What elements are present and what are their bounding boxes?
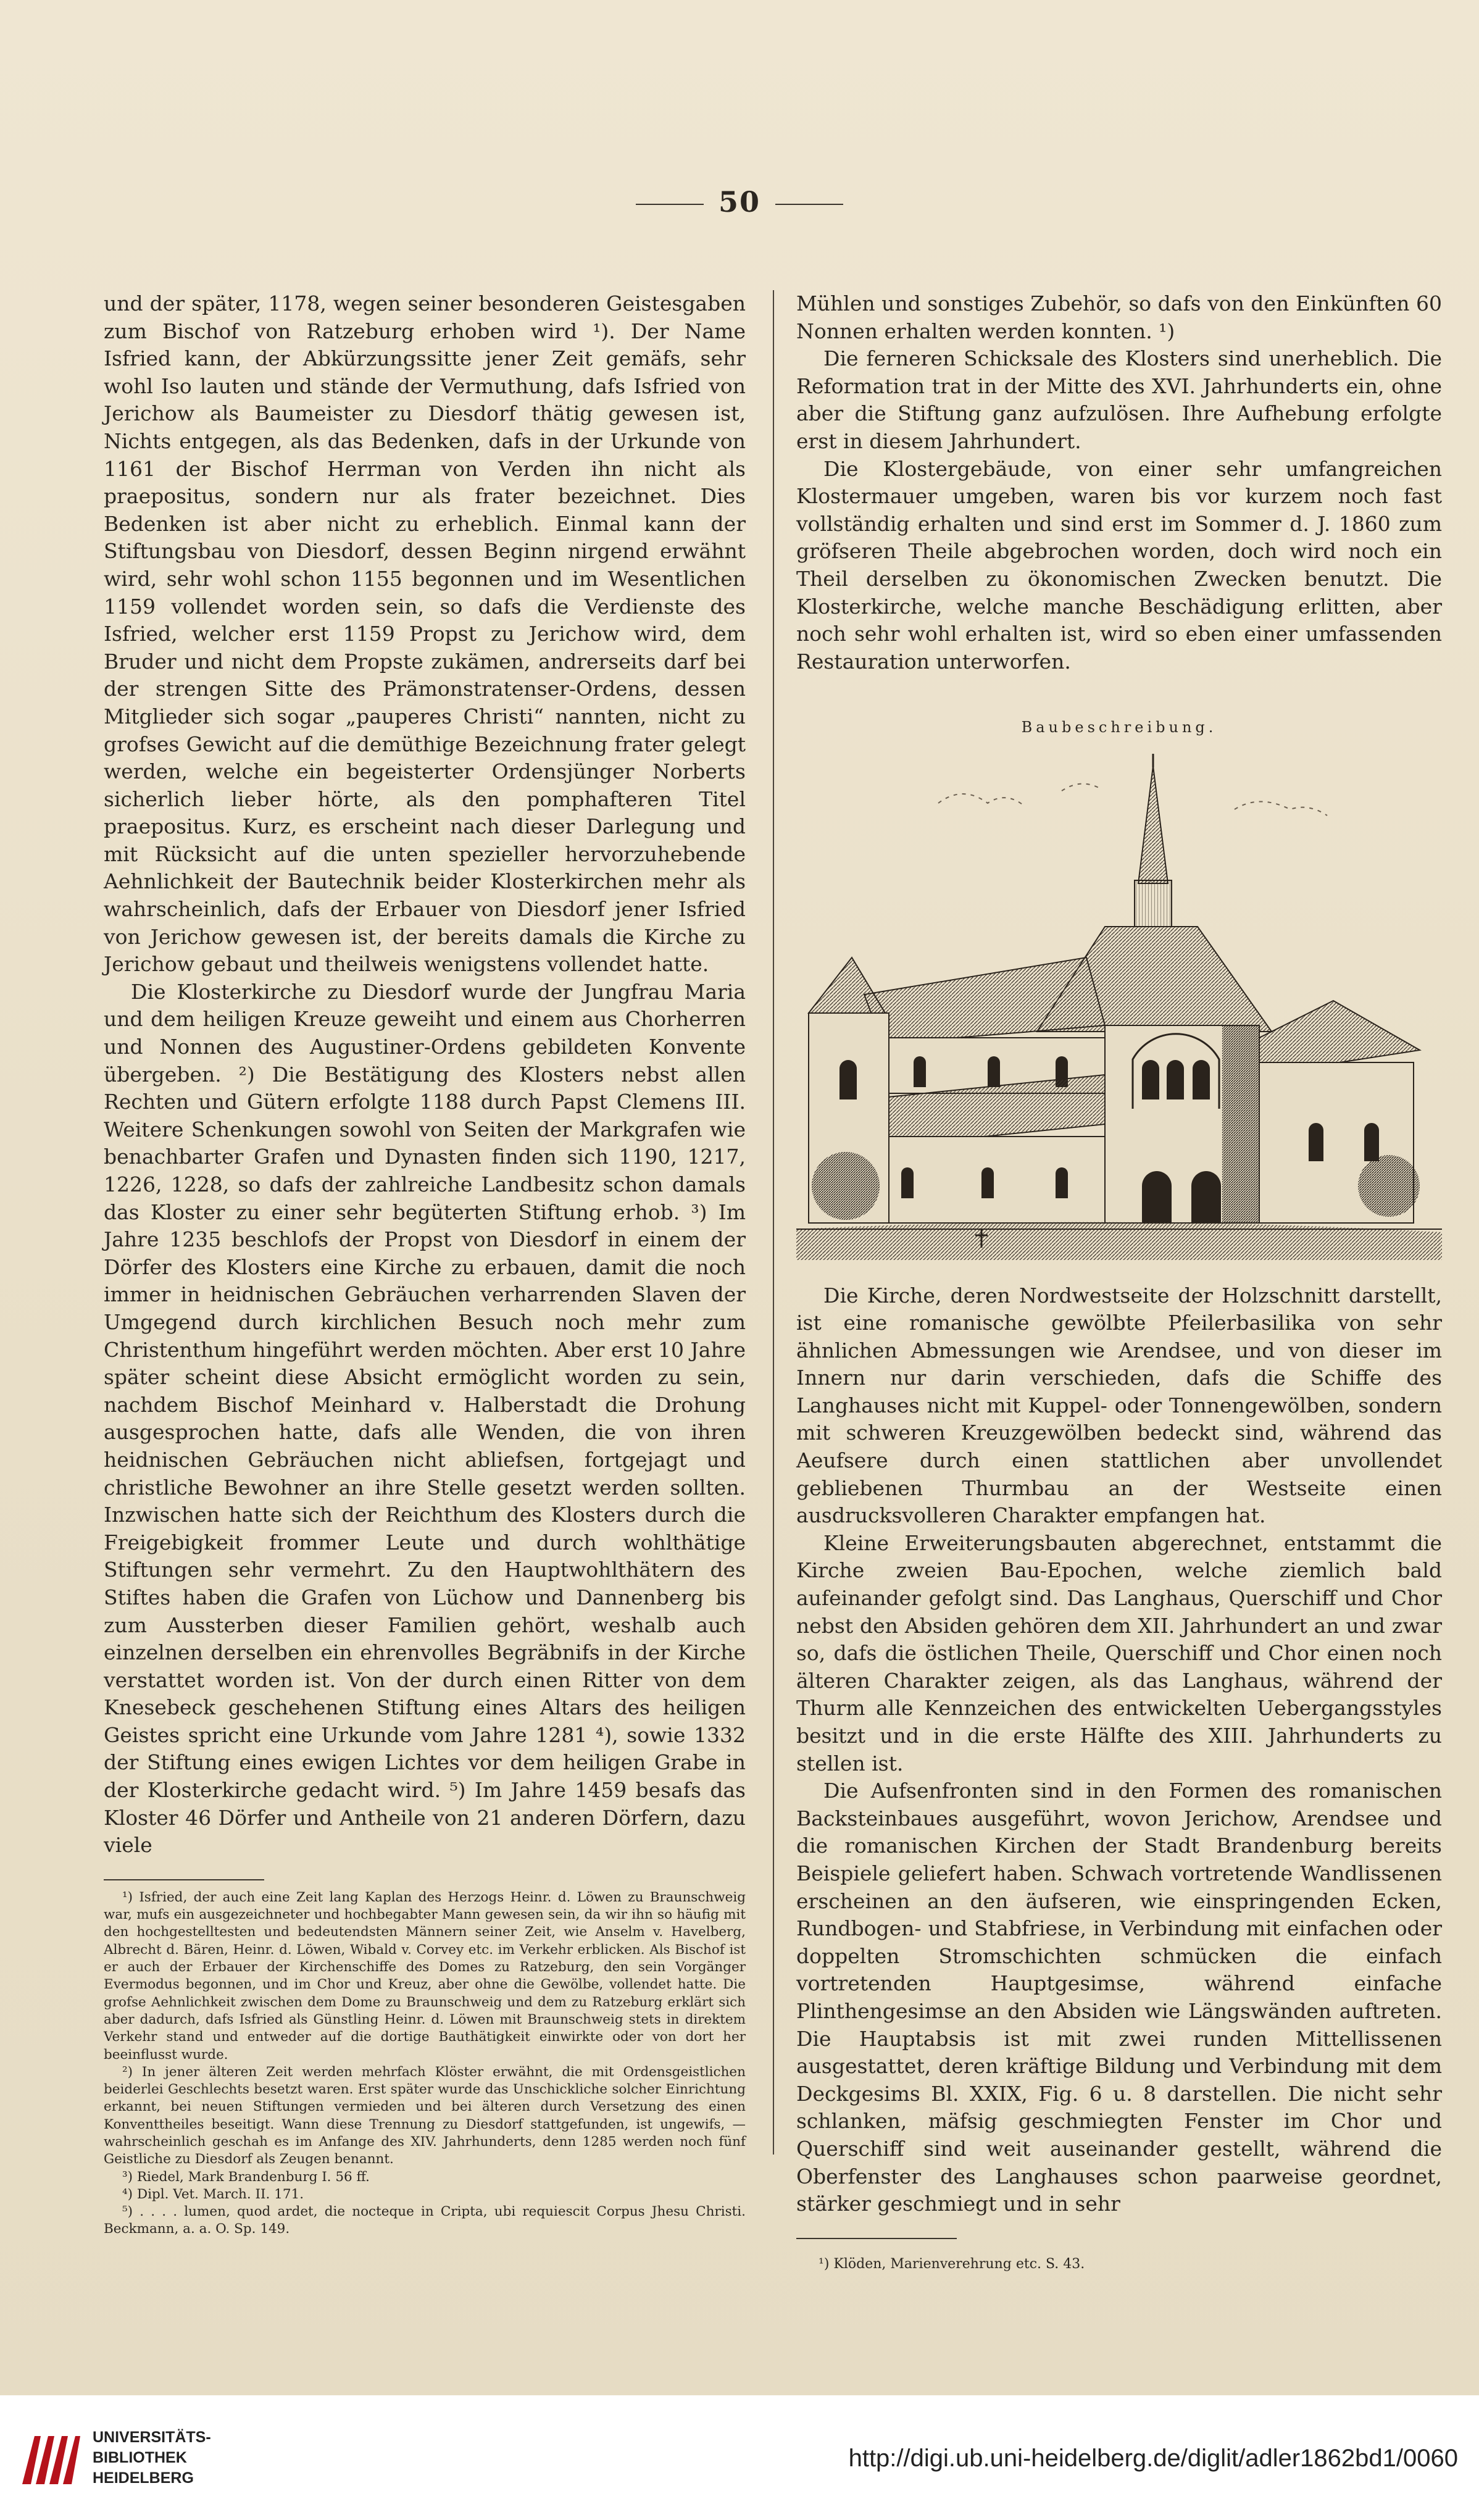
footnotes: [104, 1889, 746, 2238]
footnote: ⁵) . . . . lumen, quod ardet, die nocteque in Cripta, ubi requiescit Corpus Jhesu Christi. Beckmann, a. a. O. Sp. 149.: [104, 2204, 746, 2237]
library-name-line: BIBLIOTHEK: [93, 2449, 187, 2466]
body-paragraph: Die Kirche, deren Nordwestseite der Holzschnitt darstellt, ist eine romanische gewölbte Pfeilerbasilika von sehr ähnlichen Abmessungen wie Arendsee, und von dieser im Innern nur darin verschieden, dafs die Schiffe des Langhauses nicht mit Kuppel- oder Tonnengewölben, sondern mit schweren Kreuzgewölben bedeckt sind, während das Aeufsere durch einen stattlichen aber unvollendet gebliebenen Thurmbau an der Westseite einen ausdrucksvolleren Charakter empfangen hat.: [796, 1283, 1442, 1528]
body-paragraph: und der später, 1178, wegen seiner besonderen Geistesgaben zum Bischof von Ratzeburg erhoben wird ¹). Der Name Isfried kann, der Abkürzungssitte jener Zeit gemäfs, sehr wohl Iso lauten und stände der Vermuthung, dafs Isfried von Jerichow als Baumeister zu Diesdorf thätig gewesen ist, Nichts entgegen, als das Bedenken, dafs in der Urkunde von 1161 der Bischof Herrman von Verden ihn nicht als praepositus, sondern nur als frater bezeichnet. Dies Bedenken ist aber nicht zu erheblich. Einmal kann der Stiftungsbau von Diesdorf, dessen Beginn nirgend erwähnt wird, sehr wohl schon 1155 begonnen und im Wesentlichen 1159 vollendet worden sein, so dafs die Verdienste des Isfried, welcher erst 1159 Propst zu Jerichow wird, dem Bruder und nicht dem Propste zukämen, andrerseits darf bei der strengen Sitte des Prämonstratenser-Ordens, dessen Mitglieder sich sogar „pauperes Christi“ nannten, nicht zu grofses Gewicht auf die demüthige Bezeichnung frater gelegt werden, welche ein begeisterter Ordensjünger Norberts sicherlich lieber hörte, als den pomphafteren Titel praepositus. Kurz, es erscheint nach dieser Darlegung und mit Rücksicht auf die unten spezieller hervorzuhebende Aehnlichkeit der Bautechnik beider Klosterkirchen mehr als wahrscheinlich, dafs der Erbauer von Diesdorf jener Isfried von Jerichow gewesen ist, der bereits damals die Kirche zu Jerichow gebaut und theilweis wenigstens vollendet hatte.: [104, 291, 746, 977]
footnote-rule: [796, 2238, 957, 2239]
column-divider: [773, 290, 774, 2155]
footnote: ⁴) Dipl. Vet. March. II. 171.: [122, 2186, 304, 2202]
source-url-link[interactable]: http://digi.ub.uni-heidelberg.de/diglit/adler1862bd1/0060: [848, 2445, 1458, 2472]
left-column: [104, 290, 746, 2238]
church-woodcut-illustration: [796, 754, 1442, 1260]
library-name-line: UNIVERSITÄTS-: [93, 2429, 211, 2446]
footer-bar: [0, 2395, 1479, 2520]
library-name-line: HEIDELBERG: [93, 2469, 194, 2487]
body-paragraph: Kleine Erweiterungsbauten abgerechnet, entstammt die Kirche zweien Bau-Epochen, welche ziemlich bald aufeinander gefolgt sind. Das Langhaus, Querschiff und Chor nebst den Absiden gehören dem XII. Jahrhundert an und zwar so, dafs die östlichen Theile, Querschiff und Chor einen noch älteren Charakter zeigen, als das Langhaus, während der Thurm alle Kennzeichen des entwickelten Uebergangsstyles besitzt und in die erste Hälfte des XIII. Jahrhunderts zu stellen ist.: [796, 1530, 1442, 1775]
footnote: ¹) Klöden, Marienverehrung etc. S. 43.: [819, 2256, 1085, 2272]
library-name[interactable]: [93, 2427, 211, 2489]
section-title: Baubeschreibung.: [1021, 719, 1217, 736]
body-paragraph: Mühlen und sonstiges Zubehör, so dafs von den Einkünften 60 Nonnen erhalten werden konnten. ¹): [796, 291, 1442, 343]
page-number: 50: [0, 185, 1479, 219]
right-column: [796, 290, 1442, 2274]
body-paragraph: Die ferneren Schicksale des Klosters sind unerheblich. Die Reformation trat in der Mitte des XVI. Jahrhunderts ein, ohne aber die Stiftung ganz aufzulösen. Ihre Aufhebung erfolgte erst in diesem Jahrhundert.: [796, 346, 1442, 453]
footnote: ¹) Isfried, der auch eine Zeit lang Kaplan des Herzogs Heinr. d. Löwen zu Braunschweig war, mufs ein ausgezeichneter und hochbegabter Mann gewesen sein, da wir ihn so häufig mit den hochgestelltesten und bedeutendsten Männern seiner Zeit, wie Anselm v. Havelberg, Albrecht d. Bären, Heinr. d. Löwen, Wibald v. Corvey etc. im Verkehr erblicken. Als Bischof ist er auch der Erbauer der Kirchenschiffe des Domes zu Ratzeburg, den sein Vorgänger Evermodus begonnen, und im Chor und Kreuz, aber ohne die Gewölbe, vollendet hatte. Die grofse Aehnlichkeit zwischen dem Dome zu Braunschweig und dem zu Ratzeburg erklärt sich aber dadurch, dafs Isfried als Günstling Heinr. d. Löwen mit Braunschweig stets in direktem Verkehr stand und entweder auf die dortige Bauthätigkeit einwirkte oder von dort her beeinflusst wurde.: [104, 1889, 746, 2063]
body-paragraph: Die Aufsenfronten sind in den Formen des romanischen Backsteinbaues ausgeführt, wovon Jerichow, Arendsee und die romanischen Kirchen der Stadt Brandenburg bereits Beispiele geliefert haben. Schwach vortretende Wandlissenen erscheinen an den äufseren, wie einspringenden Ecken, Rundbogen- und Stabfriese, in Verbindung mit einfachen oder doppelten Stromschichten schmücken die einfach vortretenden Hauptgesimse, während einfache Plinthengesimse an den Absiden wie Längswänden auftreten. Die Hauptabsis ist mit zwei runden Mittellissenen ausgestattet, deren kräftige Bildung und Verbindung mit dem Deckgesims Bl. XXIX, Fig. 6 u. 8 darstellen. Die nicht sehr schlanken, mäfsig geschmiegten Fenster im Chor und Querschiff sind weit auseinander gestellt, während die Oberfenster des Langhauses schon paarweise geordnet, stärker geschmiegt und in sehr: [796, 1779, 1442, 2216]
footnote: ³) Riedel, Mark Brandenburg I. 56 ff.: [122, 2169, 370, 2185]
body-paragraph: Die Klostergebäude, von einer sehr umfangreichen Klostermauer umgeben, waren bis vor kurzem noch fast vollständig erhalten und sind erst im Sommer d. J. 1860 zum gröfseren Theile abgebrochen worden, doch wird noch ein Theil derselben zu ökonomischen Zwecken benutzt. Die Klosterkirche, welche manche Beschädigung erlitten, aber noch sehr wohl erhalten ist, wird so eben einer umfassenden Restauration unterworfen.: [796, 456, 1442, 674]
footnote-rule: [104, 1879, 264, 1880]
footnote: ²) In jener älteren Zeit werden mehrfach Klöster erwähnt, die mit Ordensgeistlichen beiderlei Geschlechts besetzt waren. Erst später wurde das Unschickliche solcher Einrichtung erkannt, bei neuen Stiftungen vermieden und bei älteren durch Versetzung des einen Konventtheiles beseitigt. Wann diese Trennung zu Diesdorf stattgefunden, ist ungewifs, — wahrscheinlich geschah es im Anfange des XIV. Jahrhunderts, denn 1285 werden noch fünf Geistliche zu Diesdorf als Zeugen benannt.: [104, 2064, 746, 2167]
body-paragraph: Die Klosterkirche zu Diesdorf wurde der Jungfrau Maria und dem heiligen Kreuze geweiht und einem aus Chorherren und Nonnen des Augustiner-Ordens gebildeten Konvente übergeben. ²) Die Bestätigung des Klosters nebst allen Rechten und Gütern erfolgte 1188 durch Papst Clemens III. Weitere Schenkungen sowohl von Seiten der Markgrafen wie benachbarter Grafen und Dynasten finden sich 1190, 1217, 1226, 1228, so dafs der zahlreiche Landbesitz schon damals das Kloster zu einer sehr begüterten Stiftung erhob. ³) Im Jahre 1235 beschlofs der Propst von Diesdorf in einem der Dörfer des Klosters eine Kirche zu erbauen, damit die noch immer in heidnischen Gebräuchen verharrenden Slaven der Umgegend durch kirchlichen Besuch noch mehr zum Christenthum hingeführt werden möchten. Aber erst 10 Jahre später scheint diese Absicht ermöglicht worden zu sein, nachdem Bischof Meinhard v. Halberstadt die Drohung ausgesprochen hatte, dafs alle Wenden, die von ihren heidnischen Gebräuchen nicht abliefsen, fortgejagt und christliche Bewohner an ihre Stelle gesetzt werden sollten. Inzwischen hatte sich der Reichthum des Klosters durch die Freigebigkeit frommer Leute und durch wohlthätige Stiftungen sehr vermehrt. Zu den Hauptwohlthätern des Stiftes haben die Grafen von Lüchow und Dannenberg bis zum Aussterben dieser Familien gehört, weshalb auch einzelnen derselben ein ehrenvolles Begräbnifs in der Kirche verstattet worden ist. Von der durch einen Ritter von dem Knesebeck geschehenen Stiftung eines Altars des heiligen Geistes spricht eine Urkunde vom Jahre 1281 ⁴), sowie 1332 der Stiftung eines ewigen Lichtes vor dem heiligen Grabe in der Klosterkirche gedacht wird. ⁵) Im Jahre 1459 besafs das Kloster 46 Dörfer und Antheile von 21 anderen Dörfern, dazu viele: [104, 979, 746, 1858]
university-library-logo-icon[interactable]: [17, 2425, 82, 2490]
